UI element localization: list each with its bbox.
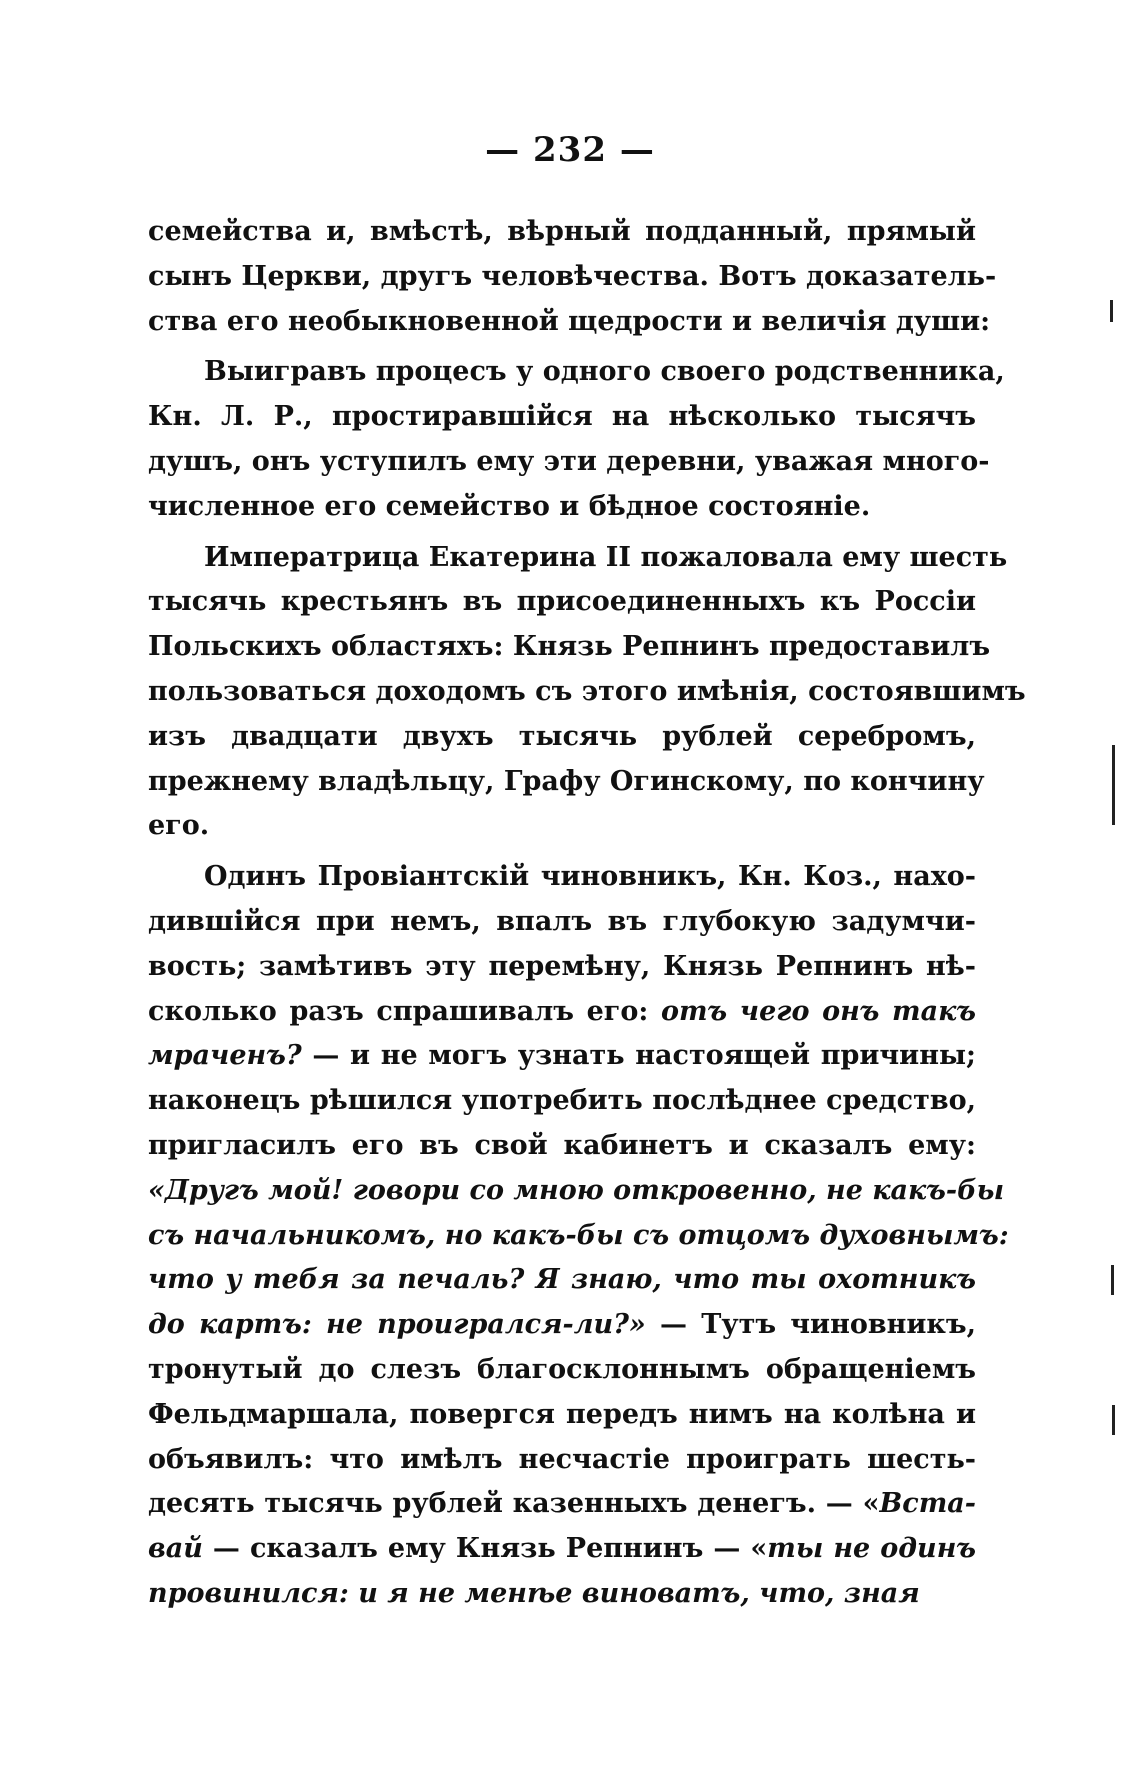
text-span: численное его семейство и бѣдное состояніе. [148,490,871,522]
text-line [148,1438,976,1483]
text-line [148,1258,976,1303]
italic-text: Вста- [879,1488,976,1520]
text-span: наконецъ рѣшился употребить послѣднее средство, [148,1085,976,1117]
text-line [148,485,976,530]
text-span: Польскихъ областяхъ: Князь Репнинъ предоставилъ [148,631,991,663]
text-span: дившійся при немъ, впалъ въ глубокую задумчи- [148,905,976,937]
scan-edge-mark [1111,1265,1114,1295]
text-line [148,1214,1009,1259]
text-span: — Тутъ чиновникъ, [645,1309,976,1341]
text-span: его. [148,810,210,842]
italic-text: отъ чего онъ такъ [660,995,976,1027]
text-span: объявилъ: что имѣлъ несчастіе проиграть шесть- [148,1443,976,1475]
page-number: — 232 — [485,130,655,170]
italic-text: до картъ: не проигрался-ли?» [148,1309,646,1341]
italic-text: мраченъ? [148,1040,302,1072]
text-span: пользоваться доходомъ съ этого имѣнія, состоявшимъ [148,675,1026,707]
text-span: Императрица Екатерина II пожаловала ему шесть [204,541,1008,573]
text-span: сколько разъ спрашивалъ его: [148,995,661,1027]
text-line [148,670,1026,715]
text-span: ства его необыкновенной щедрости и величія души: [148,305,991,337]
text-line [148,1482,976,1527]
text-span: вость; замѣтивъ эту перемѣну, Князь Репнинъ нѣ- [148,950,976,982]
text-line [148,990,976,1035]
text-line [148,210,976,255]
text-line [148,855,976,900]
body-text [148,210,1026,1617]
text-line [148,1169,1005,1214]
text-span: Одинъ Провіантскій чиновникъ, Кн. Коз., нахо- [204,861,976,893]
text-span: прежнему владѣльцу, Графу Огинскому, по кончину [148,765,985,797]
text-line [148,625,991,670]
text-line [148,350,1005,395]
text-span: — сказалъ ему Князь Репнинъ — « [202,1533,768,1565]
italic-text: что у тебя за печаль? Я знаю, что ты охотникъ [148,1264,976,1296]
text-line [148,1527,976,1572]
text-span: Фельдмаршала, повергся передъ нимъ на колѣна и [148,1398,976,1430]
text-span: изъ двадцати двухъ тысячь рублей серебромъ, [148,720,976,752]
text-span: Кн. Л. Р., простиравшійся на нѣсколько тысячъ [148,401,976,433]
text-line [148,1303,976,1348]
text-line [148,1124,976,1169]
text-span: сынъ Церкви, другъ человѣчества. Вотъ доказатель- [148,260,997,292]
text-line [148,580,976,625]
text-line [148,715,976,760]
italic-text: ты не одинъ [767,1533,977,1565]
text-line [148,804,976,849]
text-line [148,1572,976,1617]
text-line [148,1348,976,1393]
scan-edge-mark [1110,300,1113,322]
text-line [148,536,1008,581]
text-line [148,300,991,345]
text-span: пригласилъ его въ свой кабинетъ и сказалъ ему: [148,1129,976,1161]
scan-edge-mark [1112,745,1115,825]
text-line [148,255,997,300]
text-span: тысячь крестьянъ въ присоединенныхъ къ Россіи [148,586,976,618]
text-span: — и не могъ узнать настоящей причины; [301,1040,976,1072]
text-line [148,900,976,945]
text-line [148,395,976,440]
text-span: семейства и, вмѣстѣ, вѣрный подданный, прямый [148,216,976,247]
text-span: Выигравъ процесъ у одного своего родственника, [204,356,1005,388]
italic-text: «Другъ мой! говори со мною откровенно, не какъ-бы [148,1174,1005,1206]
italic-text: вай [148,1533,203,1565]
text-span: тронутый до слезъ благосклоннымъ обращеніемъ [148,1353,976,1385]
text-line [148,440,990,485]
text-line [148,1034,976,1079]
text-line [148,1079,976,1124]
italic-text: съ начальникомъ, но какъ-бы съ отцомъ духовнымъ: [148,1219,1009,1251]
italic-text: провинился: и я не менѣе виноватъ, что, зная [148,1577,920,1609]
text-line [148,1393,976,1438]
text-line [148,945,976,990]
text-span: десять тысячь рублей казенныхъ денегъ. — « [148,1488,880,1520]
scan-edge-mark [1112,1405,1115,1435]
text-line [148,760,985,805]
text-span: душъ, онъ уступилъ ему эти деревни, уважая много- [148,445,990,477]
